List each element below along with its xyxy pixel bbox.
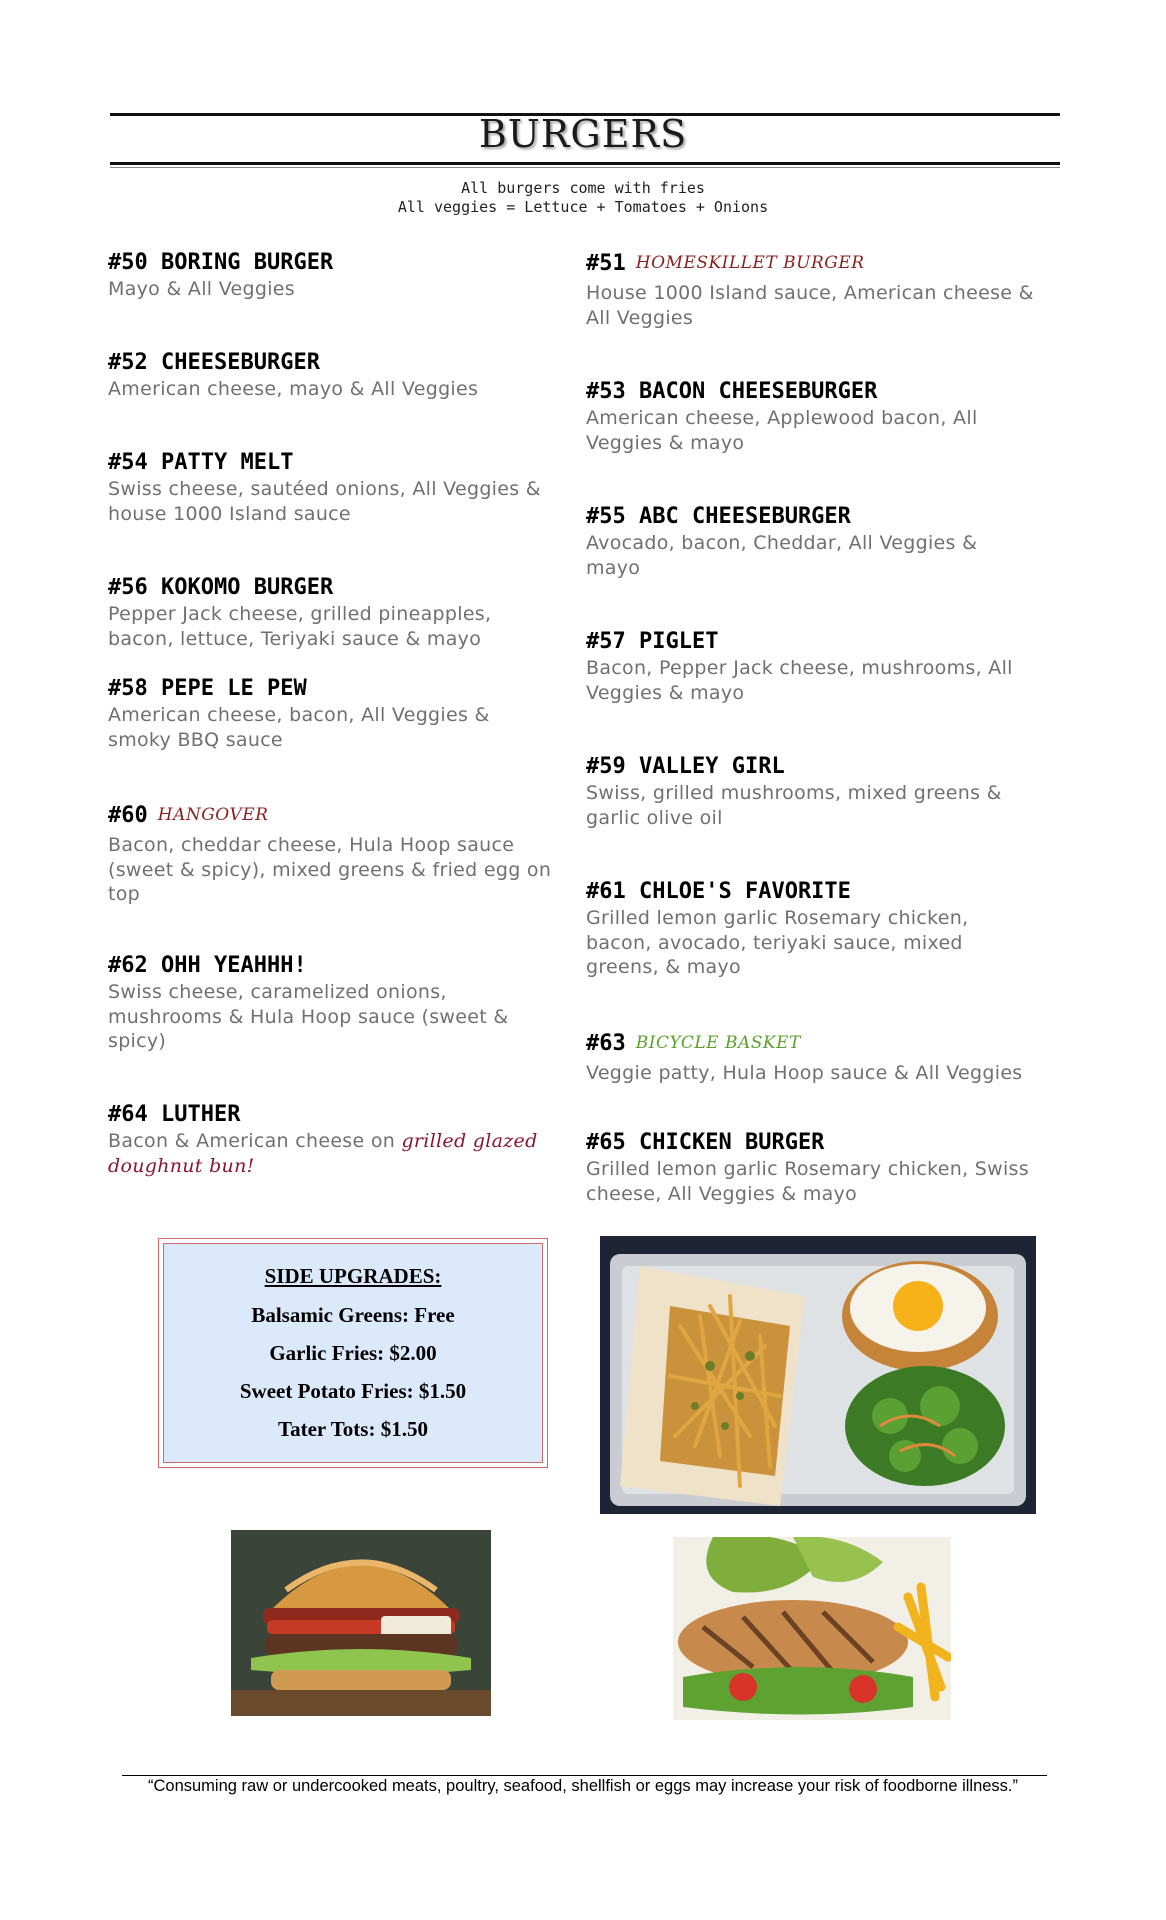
item-number: #58 [108,676,148,701]
menu-item-55 [586,504,1056,580]
menu-item-56 [108,575,578,651]
item-name: CHICKEN BURGER [639,1130,825,1155]
bacon-burger-photo [231,1530,491,1716]
side-upgrades-box [158,1238,548,1468]
item-number: #53 [586,379,626,404]
item-name: CHEESEBURGER [161,350,320,375]
item-name: PIGLET [639,629,719,654]
header-rule-bottom [110,162,1060,165]
item-description: American cheese, bacon, All Veggies & smoky BBQ sauce [108,704,490,751]
item-description: American cheese, mayo & All Veggies [108,378,479,400]
item-name: BICYCLE BASKET [635,1033,801,1053]
item-description: Pepper Jack cheese, grilled pineapples, bacon, lettuce, Teriyaki sauce & mayo [108,603,492,650]
item-name: HANGOVER [157,805,269,825]
menu-item-64 [108,1102,578,1178]
item-name: BACON CHEESEBURGER [639,379,878,404]
header-rule-bottom-thin [110,167,1060,168]
item-name: ABC CHEESEBURGER [639,504,851,529]
item-description: Veggie patty, Hula Hoop sauce & All Veggies [586,1062,1023,1084]
item-number: #52 [108,350,148,375]
menu-item-63 [586,1030,1056,1086]
side-upgrade-item: Garlic Fries: $2.00 [269,1341,437,1365]
item-description: Grilled lemon garlic Rosemary chicken, Swiss cheese, All Veggies & mayo [586,1158,1029,1205]
item-number: #59 [586,754,626,779]
footer-rule [122,1775,1047,1776]
item-description: Bacon, Pepper Jack cheese, mushrooms, All Veggies & mayo [586,657,1013,704]
menu-item-52 [108,350,578,402]
item-name: PATTY MELT [161,450,294,475]
menu-item-62 [108,953,578,1054]
menu-item-54 [108,450,578,526]
menu-item-53 [586,379,1056,455]
menu-item-57 [586,629,1056,705]
side-upgrade-item: Tater Tots: $1.50 [278,1417,428,1441]
item-number: #55 [586,504,626,529]
item-description: Grilled lemon garlic Rosemary chicken, bacon, avocado, teriyaki sauce, mixed greens, & mayo [586,907,969,978]
item-number: #63 [586,1031,626,1056]
menu-item-51 [586,250,1056,330]
item-name: PEPE LE PEW [161,676,307,701]
fries-egg-burger-photo [600,1236,1036,1514]
item-number: #51 [586,251,626,276]
side-upgrade-item: Balsamic Greens: Free [251,1303,455,1327]
item-name: VALLEY GIRL [639,754,785,779]
item-description: American cheese, Applewood bacon, All Veggies & mayo [586,407,978,454]
item-name: CHLOE'S FAVORITE [639,879,851,904]
menu-item-61 [586,879,1056,980]
item-description: Mayo & All Veggies [108,278,295,300]
menu-item-59 [586,754,1056,830]
menu-item-60 [108,802,578,907]
menu-notes [0,179,1166,217]
item-description-highlight: grilled glazed doughnut bun! [108,1130,538,1177]
side-upgrades-title: SIDE UPGRADES: [264,1264,442,1288]
item-name: KOKOMO BURGER [161,575,334,600]
item-number: #54 [108,450,148,475]
item-number: #64 [108,1102,148,1127]
page-title: BURGERS [478,112,688,156]
chicken-burger-photo [673,1537,951,1720]
item-number: #65 [586,1130,626,1155]
item-name: BORING BURGER [161,250,334,275]
item-description: House 1000 Island sauce, American cheese & All Veggies [586,282,1034,329]
side-upgrade-item: Sweet Potato Fries: $1.50 [239,1379,467,1403]
item-description: Swiss cheese, sautéed onions, All Veggies & house 1000 Island sauce [108,478,541,525]
item-description: Swiss cheese, caramelized onions, mushrooms & Hula Hoop sauce (sweet & spicy) [108,981,509,1052]
item-number: #61 [586,879,626,904]
item-number: #50 [108,250,148,275]
fries-note: All burgers come with fries [461,179,705,197]
veggies-note: All veggies = Lettuce + Tomatoes + Onions [397,198,769,216]
menu-item-58 [108,676,578,752]
item-description: Bacon, cheddar cheese, Hula Hoop sauce (sweet & spicy), mixed greens & fried egg on top [108,834,552,905]
item-number: #56 [108,575,148,600]
menu-item-50 [108,250,578,302]
item-name: OHH YEAHHH! [161,953,307,978]
item-description [108,1129,578,1178]
food-safety-disclaimer: “Consuming raw or undercooked meats, poultry, seafood, shellfish or eggs may increase your risk of foodborne illness.” [147,1777,1019,1795]
item-description: Swiss, grilled mushrooms, mixed greens & garlic olive oil [586,782,1002,829]
item-description-text: Bacon & American cheese on [108,1130,396,1152]
item-description: Avocado, bacon, Cheddar, All Veggies & mayo [586,532,978,579]
item-number: #60 [108,803,148,828]
item-name: HOMESKILLET BURGER [635,253,865,273]
item-number: #62 [108,953,148,978]
item-number: #57 [586,629,626,654]
menu-item-65 [586,1130,1056,1206]
item-name: LUTHER [161,1102,241,1127]
